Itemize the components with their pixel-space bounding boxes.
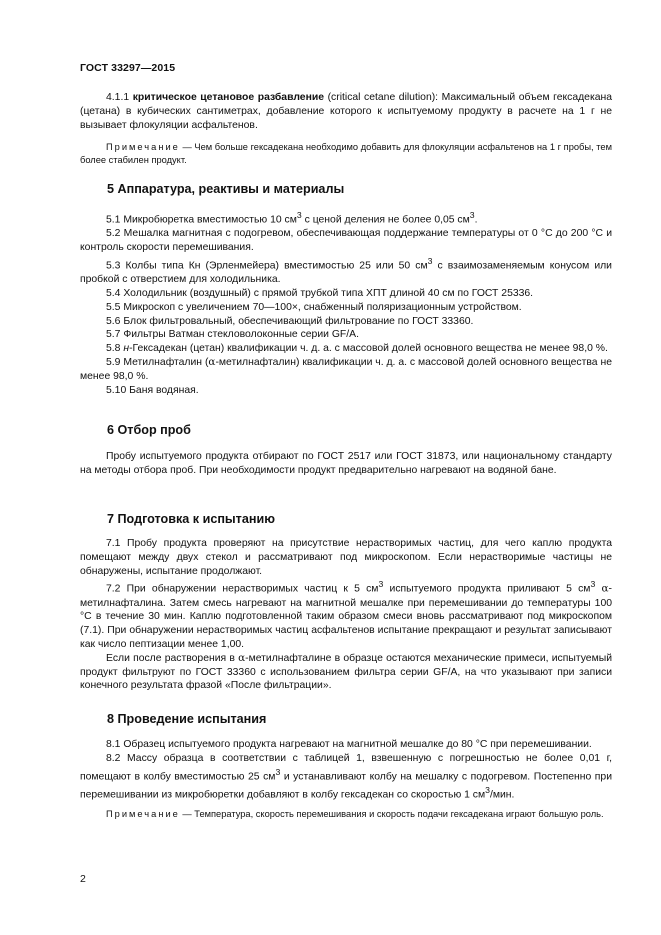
section-6-heading: 6 Отбор проб — [107, 423, 191, 437]
item-5-1: 5.1 Микробюретка вместимостью 10 $см^3$ с ценой деления не более 0,05 $см^3$. — [106, 210, 478, 226]
item-5-3: 5.3 Колбы типа Кн (Эрленмейера) вместимостью 25 или 50 $см^3$ с взаимозаменяемым конусом или пробкой с отверстием для холодильника. — [80, 255, 612, 286]
section-5-list — [80, 209, 612, 397]
item-5-2: 5.2 Мешалка магнитная с подогревом, обеспечивающая поддержание температуры от 0 °С до 200 °С и контроль скорости перемешивания. — [80, 228, 612, 254]
definition-text: (critical cetane dilution): Максимальный объем гексадекана (цетана) в кубических сантиметрах, добавление которого к испытуемому продукту в расчете на 1 г не вызывает флокуляции асфальтенов. — [80, 92, 613, 131]
item-7-1: 7.1 Пробу продукта проверяют на присутствие нерастворимых частиц, для чего каплю продукта помещают между двух стекол и рассматривают под микроскопом. Если нерастворимые частицы не обнаружены, испытание продолжают. — [80, 538, 612, 577]
definition-number: 4.1.1 — [106, 92, 130, 103]
section-7-text — [80, 537, 612, 693]
item-7-2: 7.2 При обнаружении нерастворимых частиц к 5 $см^3$ испытуемого продукта приливают 5 $см^3$ α-метилнафталина. Затем смесь нагревают на магнитной мешалке при перемешивании до температуры 100 °С в течение 30 мин. Каплю подготовленной таким образом смеси вновь рассматривают под микроскопом (7.1). При обнаружении нерастворимых частиц асфальтенов испытание прекращают и результат записывают как число пептизации менее 1,00. — [80, 579, 612, 651]
section-5-heading: 5 Аппаратура, реактивы и материалы — [107, 182, 345, 196]
item-5-7: 5.7 Фильтры Ватман стекловолоконные серии GF/A. — [106, 329, 359, 341]
section-8-heading: 8 Проведение испытания — [107, 712, 267, 726]
note-section-4 — [80, 141, 612, 166]
item-7-2-continued: Если после растворения в α-метилнафталине в образце остаются механические примеси, испытуемый продукт фильтруют по ГОСТ 33360 с использованием фильтра серии GF/A, на что указывают при записи конечного результата фразой «После фильтрации». — [80, 651, 612, 692]
item-5-10: 5.10 Баня водяная. — [106, 384, 199, 396]
item-8-2: 8.2 Массу образца в соответствии с таблицей 1, взвешенную с погрешностью не более 0,01 г, помещают в колбу вместимостью 25 $см^3$ и устанавливают колбу на мешалку с подогревом. Постепенно при перемешивании из микробюретки добавляют в колбу гексадекан со скоростью 1 $см^3$/мин. — [80, 752, 613, 801]
note-text: — Температура, скорость перемешивания и скорость подачи гексадекана играют большую роль. — [182, 809, 604, 819]
section-8-text — [80, 738, 612, 802]
item-5-5: 5.5 Микроскоп с увеличением 70—100×, снабженный поляризационным устройством. — [106, 301, 522, 313]
item-5-8: 5.8 н-Гексадекан (цетан) квалификации ч. д. а. с массовой долей основного вещества не менее 98,0 %. — [106, 343, 608, 355]
item-5-6: 5.6 Блок фильтровальный, обеспечивающий фильтрование по ГОСТ 33360. — [106, 315, 474, 327]
definition-4-1-1 — [80, 91, 612, 132]
standard-header: ГОСТ 33297—2015 — [80, 62, 176, 74]
section-7-heading: 7 Подготовка к испытанию — [107, 512, 275, 526]
note-label: Примечание — [106, 809, 180, 819]
note-section-8 — [80, 808, 612, 821]
definition-term: критическое цетановое разбавление — [132, 92, 325, 103]
item-8-1: 8.1 Образец испытуемого продукта нагревают на магнитной мешалке до 80 °С при перемешивании. — [106, 739, 592, 750]
item-5-4: 5.4 Холодильник (воздушный) с прямой трубкой типа ХПТ длиной 40 см по ГОСТ 25336. — [106, 287, 534, 299]
note-text: — Чем больше гексадекана необходимо добавить для флокуляции асфальтенов на 1 г пробы, тем более стабилен продукт. — [80, 142, 612, 165]
note-label: Примечание — [106, 142, 180, 152]
section-6-text: Пробу испытуемого продукта отбирают по ГОСТ 2517 или ГОСТ 31873, или национальному стандарту на методы отбора проб. При необходимости продукт предварительно нагревают на водяной бане. — [80, 451, 612, 476]
item-5-9: 5.9 Метилнафталин (α-метилнафталин) квалификации ч. д. а. с массовой долей основного вещества не менее 98,0 %. — [80, 355, 612, 382]
page-number: 2 — [80, 873, 86, 885]
